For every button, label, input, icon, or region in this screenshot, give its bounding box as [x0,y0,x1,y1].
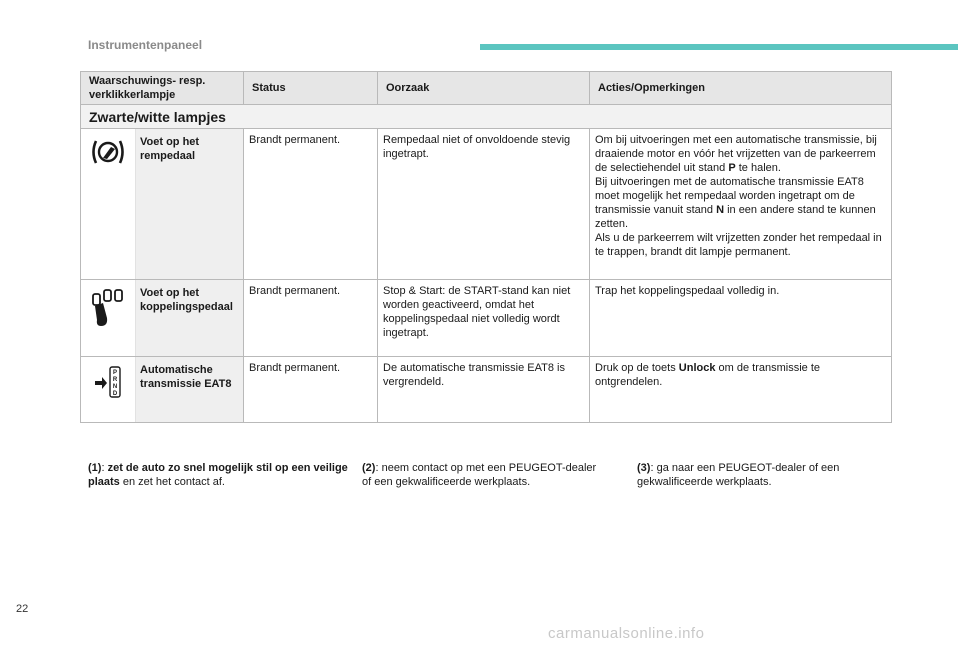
cause-cell: Stop & Start: de START-stand kan niet worden geactiveerd, omdat het koppelingspedaal niet volledig wordt ingetrapt. [378,280,590,357]
footnote-2: (2): neem contact op met een PEUGEOT-dealer of een gekwalificeerde werkplaats. [362,462,597,488]
prnd-letter: N [112,384,118,390]
action-cell: Trap het koppelingspedaal volledig in. [590,280,892,357]
foot-clutch-pedal-icon [81,280,135,356]
prnd-letter: R [112,377,118,383]
cause-cell: Rempedaal niet of onvoldoende stevig ingetrapt. [378,129,590,280]
section-row [81,105,892,129]
status-cell: Brandt permanent. [244,357,378,423]
action-cell: Druk op de toets Unlock om de transmissie te ontgrendelen. [590,357,892,423]
gear-selector-prnd-icon [81,357,135,422]
prnd-letter: P [112,370,118,376]
table-row [81,357,892,423]
status-cell: Brandt permanent. [244,129,378,280]
header-accent-bar [480,44,958,50]
footnote-1: (1): zet de auto zo snel mogelijk stil op een veilige plaats en zet het contact af. [88,462,348,488]
status-cell: Brandt permanent. [244,280,378,357]
table-row [81,129,892,280]
watermark: carmanualsonline.info [548,625,705,642]
foot-brake-pedal-icon [81,129,135,279]
table-row [81,280,892,357]
column-header-lamp: Waarschuwings- resp. verklikkerlampje [81,72,244,105]
section-title: Zwarte/witte lampjes [81,105,892,129]
page-number: 22 [16,603,29,615]
lamp-name: Automatische transmissie EAT8 [135,357,243,422]
column-header-status: Status [244,72,378,105]
column-header-cause: Oorzaak [378,72,590,105]
action-cell: Om bij uitvoeringen met een automatische transmissie, bij draaiende motor en vóór het vrijzetten van de parkeerrem de selectiehendel uit stand P te halen. Bij uitvoeringen met de automatische transmissie EAT8 moet mogelijk het rempedaal worden ingetrapt om de transmissie vanuit stand N in een andere stand te kunnen zetten. Als u de parkeerrem wilt vrijzetten zonder het rempedaal in te trappen, brandt dit lampje permanent. [590,129,892,280]
table-header-row [81,72,892,105]
column-header-actions: Acties/Opmerkingen [590,72,892,105]
page-header-title: Instrumentenpaneel [88,38,203,52]
lamp-name: Voet op het koppelingspedaal [135,280,243,356]
lamp-name: Voet op het rempedaal [135,129,243,279]
prnd-letter: D [112,391,118,397]
warning-lights-table [80,71,892,423]
cause-cell: De automatische transmissie EAT8 is vergrendeld. [378,357,590,423]
footnote-3: (3): ga naar een PEUGEOT-dealer of een gekwalificeerde werkplaats. [637,462,840,488]
